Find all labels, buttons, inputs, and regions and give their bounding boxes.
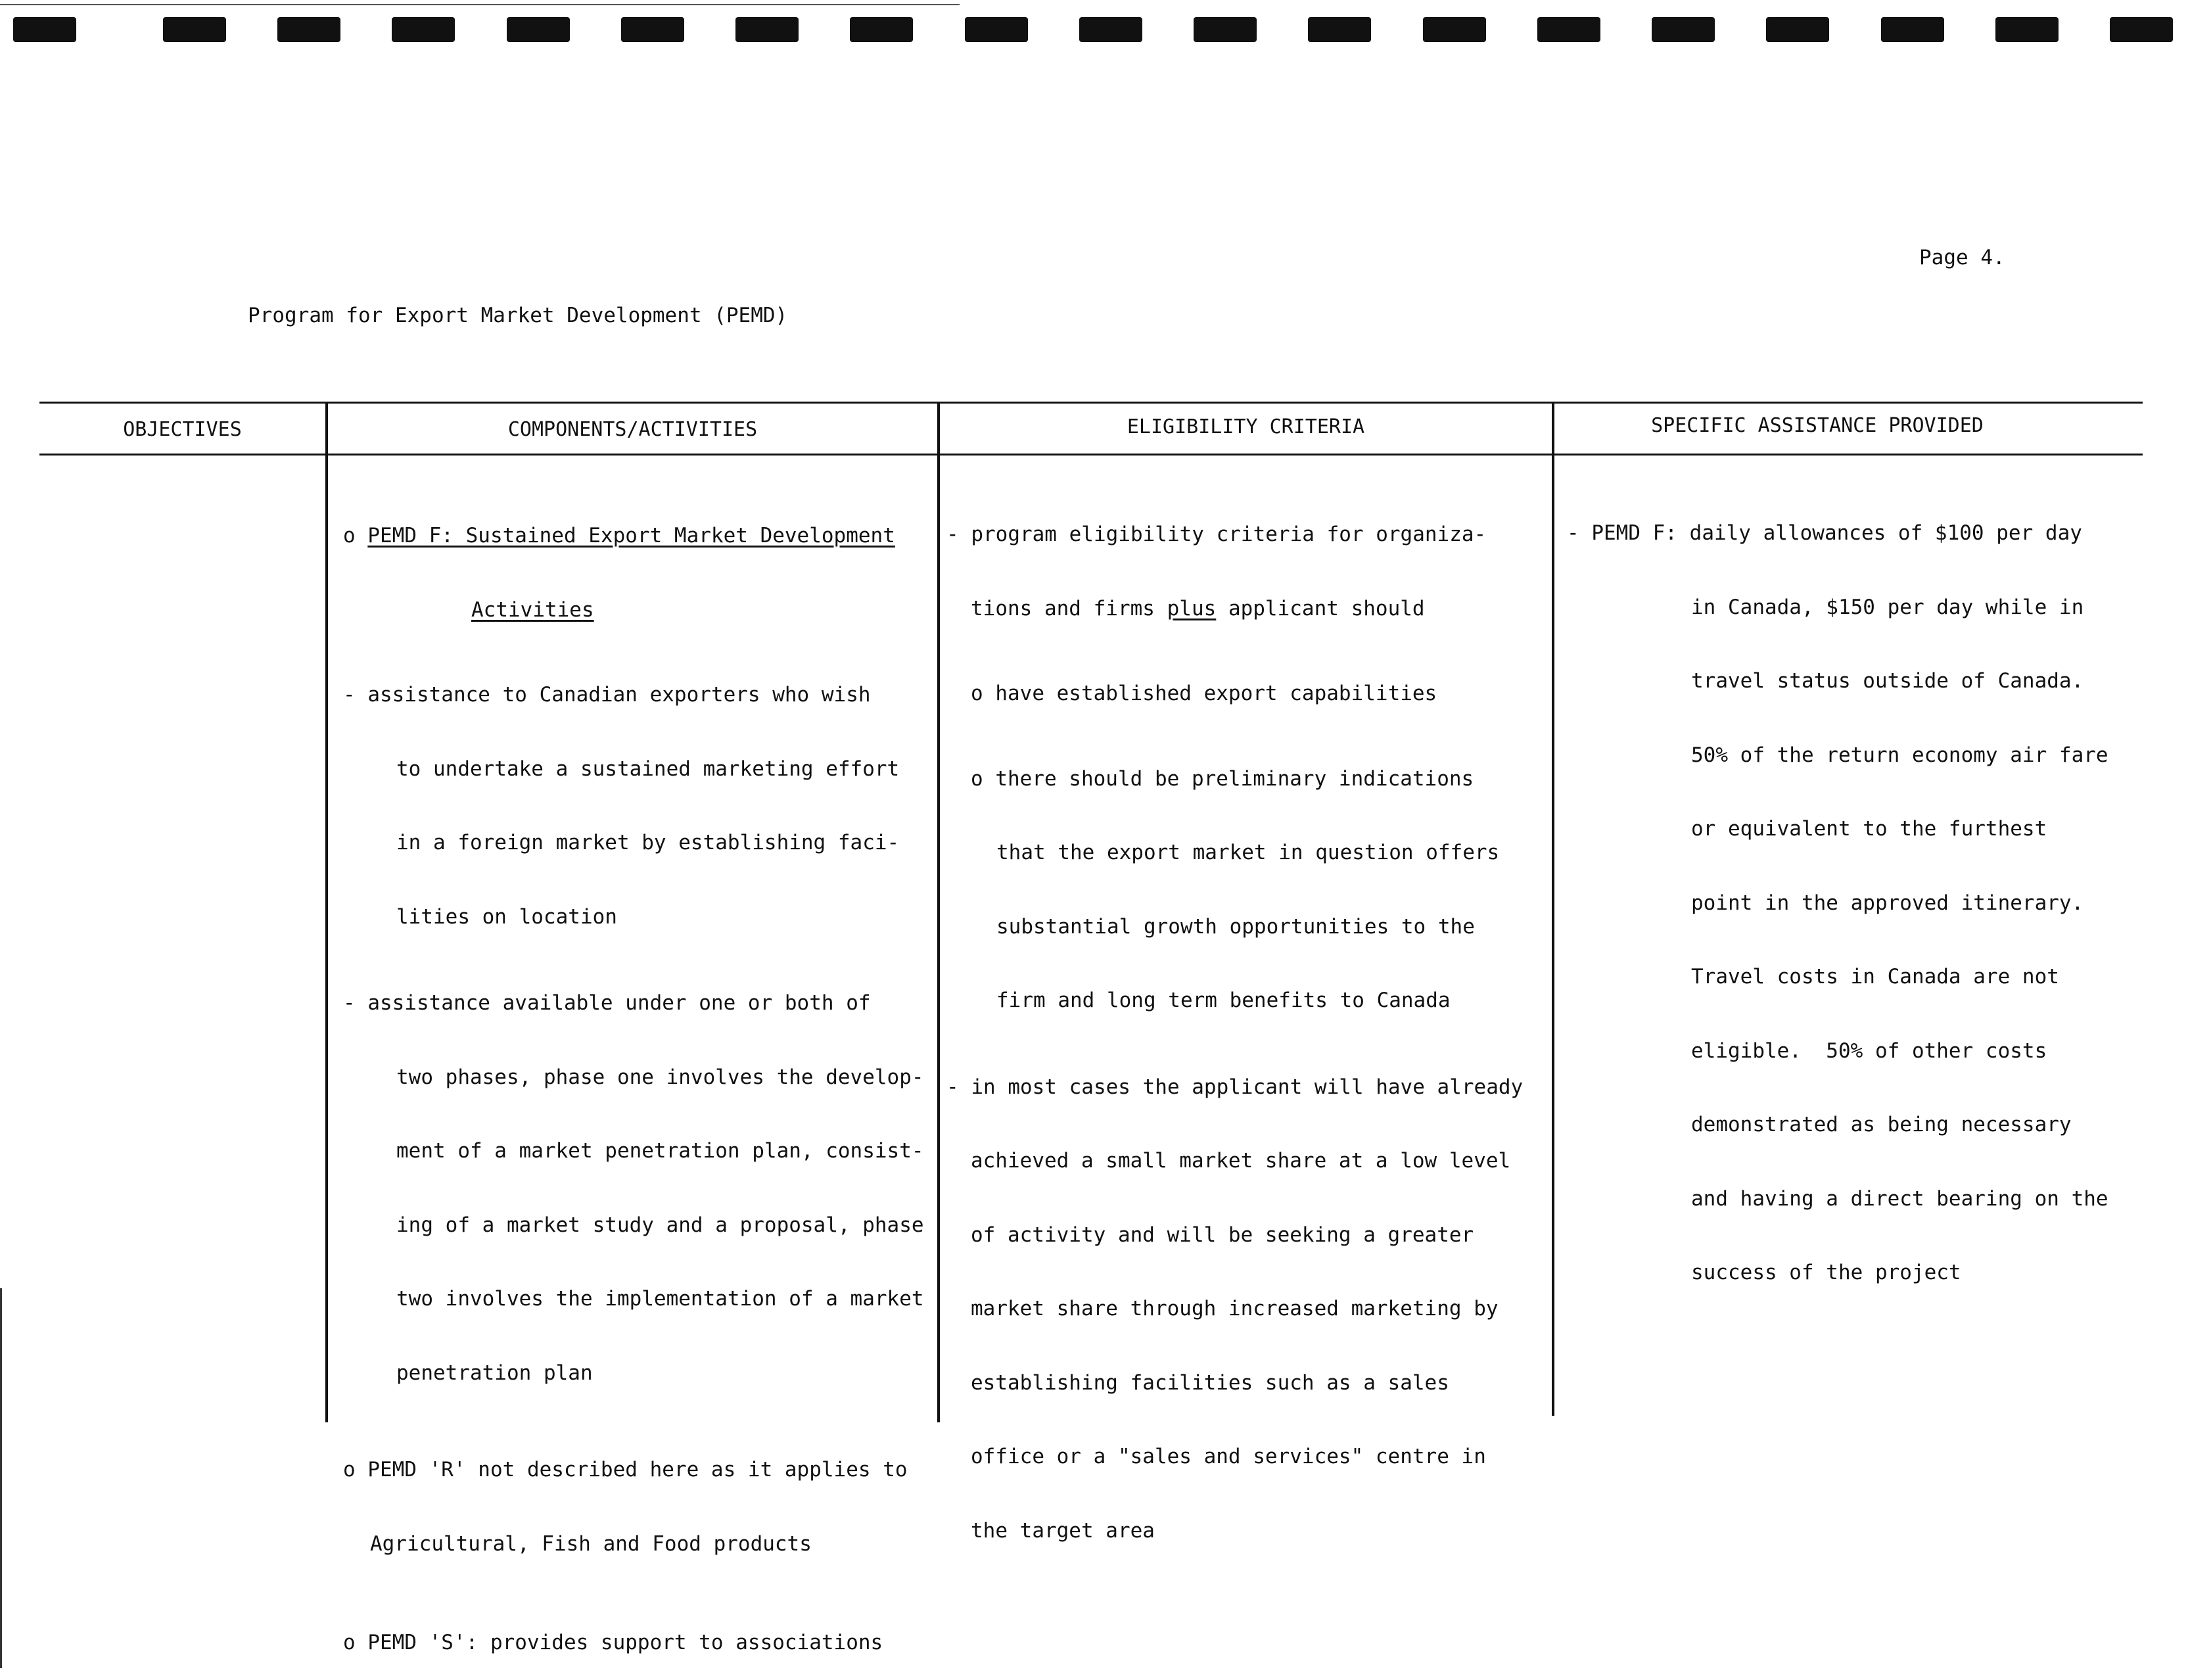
bullet-assistance-phases: - assistance available under one or both of	[343, 991, 871, 1015]
header-objectives: OBJECTIVES	[123, 418, 242, 441]
left-edge-mark	[0, 1288, 2, 1668]
header-eligibility-criteria: ELIGIBILITY CRITERIA	[1127, 415, 1365, 438]
header-specific-assistance: SPECIFIC ASSISTANCE PROVIDED	[1651, 414, 1984, 437]
header-bottom-rule	[39, 454, 2143, 455]
pemd-s-item: o PEMD 'S': provides support to associations	[343, 1631, 883, 1654]
pemd-f-title-cont: Activities	[471, 597, 594, 622]
components-cell: o PEMD F: Sustained Export Market Development Activities - assistance to Canadian exporters who wish to undertake a sustained marketing effort in a foreign market by establishing faci- lities on location - assistance available under one or both of two phases, phase one involves the develop- ment of a market penetration plan, consist- ing of a market study and a proposal, phase two involves the implementation of a market penetration plan o PEMD 'R' not described here as it applies to Agricultural, Fish and Food products o PEMD 'S': provides support to associations	[343, 524, 924, 1654]
table-top-rule	[39, 402, 2143, 404]
column-divider-2	[937, 402, 940, 1422]
binder-punch-holes	[0, 0, 2188, 66]
pemd-r-item: o PEMD 'R' not described here as it applies to	[343, 1458, 908, 1482]
eligibility-sub-indications: o there should be preliminary indications	[971, 766, 1474, 791]
pemd-f-title: PEMD F: Sustained Export Market Development	[367, 524, 895, 548]
column-divider-3	[1552, 402, 1554, 1416]
pemd-f-item: o PEMD F: Sustained Export Market Development	[343, 524, 895, 548]
page-number: Page 4.	[1919, 246, 2005, 269]
eligibility-item-program: - program eligibility criteria for organiza-	[946, 523, 1487, 546]
document-title: Program for Export Market Development (PEMD)	[248, 304, 788, 327]
assistance-label: PEMD F:	[1591, 521, 1677, 545]
assistance-pemd-f: - PEMD F: daily allowances of $100 per day	[1567, 521, 2082, 545]
eligibility-item-market-share: - in most cases the applicant will have already	[946, 1075, 1524, 1099]
eligibility-cell: - program eligibility criteria for organiza- tions and firms plus applicant should o have established export capabilities o there should be preliminary indications that the export market in question offers substantial growth opportunities to the firm and long term benefits to Canada - in most cases the applicant will have already achieved a small market share at a low level of activity and will be seeking a greater market share through increased marketing by establishing facilities such as a sales office or a "sales and services" centre in the target area	[946, 523, 1524, 1543]
bullet-assistance-exporters: - assistance to Canadian exporters who wish	[343, 683, 871, 707]
header-components-activities: COMPONENTS/ACTIVITIES	[507, 418, 758, 441]
plus-emphasis: plus	[1167, 596, 1217, 620]
eligibility-sub-capabilities: o have established export capabilities	[971, 682, 1437, 705]
column-divider-1	[325, 402, 328, 1422]
assistance-cell: - PEMD F: daily allowances of $100 per day in Canada, $150 per day while in travel status outside of Canada. 50% of the return economy air fare or equivalent to the furthest point in the approved itinerary. Travel costs in Canada are not eligible. 50% of other costs demonstrated as being necessary and having a direct bearing on the success of the project	[1567, 521, 2108, 1284]
